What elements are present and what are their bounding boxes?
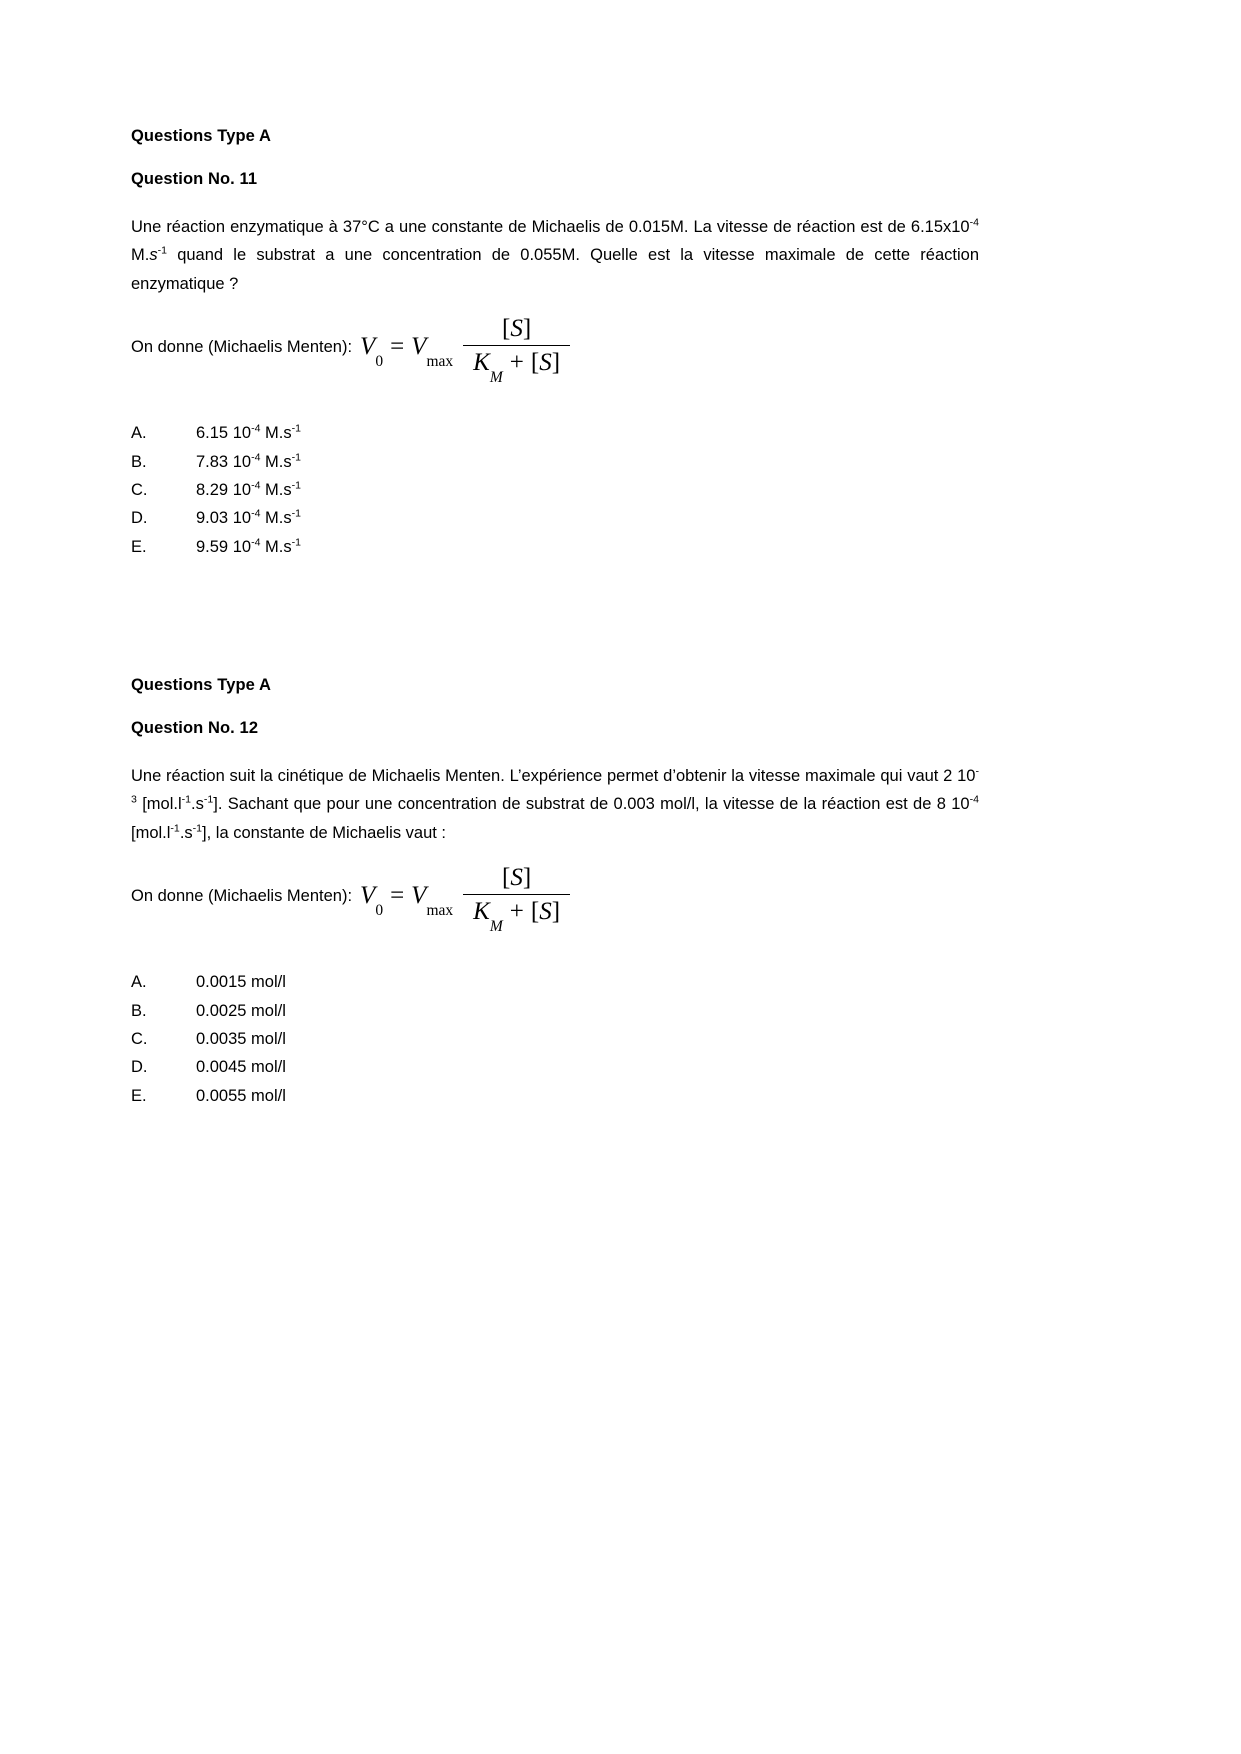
bracket-close: ] (522, 864, 532, 892)
answer-options-list (131, 968, 979, 1110)
body-segment: M. (131, 246, 150, 265)
option-text: 9.59 $10^{-4}$ $M.s^{-1}$ (196, 536, 302, 556)
superscript-exponent: -1 (291, 507, 302, 520)
option-letter: C. (131, 1029, 148, 1048)
answer-options-list (131, 419, 979, 561)
question-body-text (131, 213, 979, 298)
option-letter: D. (131, 1058, 148, 1077)
formula-label: On donne (Michaelis Menten): (131, 337, 353, 356)
question-body-text (131, 762, 979, 847)
bracket-open: [ (502, 864, 511, 892)
question-type-heading: Questions Type A (131, 127, 272, 145)
denominator-km-subscript: M (489, 918, 503, 936)
question-number-label: Question No. 11 (131, 169, 258, 188)
denominator-km: $K_M$ (473, 898, 503, 936)
formula-line (131, 864, 979, 936)
option-text: 0.0045 mol/l (196, 1058, 286, 1077)
equation-equals: = (390, 333, 405, 361)
superscript-exponent: -4 (251, 507, 261, 520)
answer-option[interactable] (131, 448, 979, 476)
option-text: 8.29 $10^{-4}$ $M.s^{-1}$ (196, 479, 302, 499)
equation-vmax: $V_{max}$ (411, 882, 454, 920)
formula-line (131, 315, 979, 387)
bracket-close: ] (551, 349, 561, 377)
numerator-substrate: S (510, 864, 523, 892)
question-number-label: Question No. 12 (131, 718, 259, 737)
option-text: 0.0025 mol/l (196, 1001, 286, 1020)
answer-option[interactable] (131, 997, 979, 1025)
equation-v0: $V_0$ (360, 882, 384, 920)
body-segment: [mol.l (136, 795, 182, 814)
equation-fraction (463, 864, 570, 936)
superscript-exponent: -4 (251, 422, 261, 435)
equation-denominator (463, 345, 570, 387)
michaelis-menten-equation (360, 864, 570, 936)
superscript-exponent: -3 (131, 765, 979, 806)
denominator-substrate: S (539, 898, 552, 926)
denominator-plus: + (509, 349, 524, 377)
option-letter: B. (131, 452, 147, 471)
question-block-12 (131, 677, 979, 1110)
option-text: 0.0015 mol/l (196, 973, 286, 992)
superscript-exponent: -4 (969, 216, 979, 229)
answer-option[interactable] (131, 476, 979, 504)
denominator-plus: + (509, 898, 524, 926)
answer-option[interactable] (131, 1025, 979, 1053)
superscript-exponent: -4 (251, 479, 261, 492)
option-text: 0.0055 mol/l (196, 1086, 286, 1105)
superscript-exponent: -4 (251, 451, 261, 463)
body-segment: quand le substrat a une concentration de 0.055M. Quelle est la vitesse maximale de cette réaction enzymatique ? (131, 246, 979, 293)
option-letter: D. (131, 509, 148, 528)
equation-v0-subscript: 0 (375, 353, 384, 371)
equation-denominator (463, 894, 570, 936)
superscript-exponent: -1 (181, 793, 192, 806)
equation-numerator (492, 864, 541, 894)
body-segment: .s (179, 823, 193, 842)
michaelis-menten-equation (360, 315, 570, 387)
option-text: 6.15 $10^{-4}$ $M.s^{-1}$ (196, 422, 302, 443)
equation-vmax-subscript: max (426, 902, 454, 920)
superscript-exponent: -1 (170, 822, 180, 835)
superscript-exponent: -1 (157, 244, 167, 257)
option-text: 9.03 $10^{-4}$ $M.s^{-1}$ (196, 507, 302, 528)
option-letter: C. (131, 480, 148, 499)
denominator-substrate: S (539, 349, 552, 377)
superscript-exponent: -1 (291, 479, 302, 492)
equation-numerator (492, 315, 541, 345)
answer-option[interactable] (131, 1082, 979, 1110)
formula-label: On donne (Michaelis Menten): (131, 886, 353, 905)
question-block-11 (131, 128, 979, 561)
option-letter: B. (131, 1001, 147, 1020)
body-segment: Une réaction suit la cinétique de Michaelis Menten. L’expérience permet d’obtenir la vitesse maximale qui vaut 2 10 (131, 767, 976, 785)
superscript-exponent: -1 (291, 422, 302, 435)
option-text: 7.83 $10^{-4}$ $M.s^{-1}$ (196, 451, 302, 471)
option-letter: E. (131, 1086, 147, 1105)
equation-fraction (463, 315, 570, 387)
bracket-close: ] (522, 315, 532, 343)
superscript-exponent: -1 (291, 451, 302, 463)
equation-v0-subscript: 0 (375, 902, 384, 920)
option-letter: E. (131, 537, 147, 556)
option-letter: A. (131, 973, 147, 992)
superscript-exponent: -1 (291, 536, 302, 549)
option-text: 0.0035 mol/l (196, 1029, 286, 1048)
equation-vmax: $V_{max}$ (411, 333, 454, 371)
superscript-exponent: -4 (969, 793, 979, 806)
equation-v0: $V_0$ (360, 333, 384, 371)
equation-vmax-subscript: max (426, 353, 454, 371)
answer-option[interactable] (131, 504, 979, 532)
answer-option[interactable] (131, 1053, 979, 1081)
bracket-close: ] (551, 898, 561, 926)
answer-option[interactable] (131, 533, 979, 561)
numerator-substrate: S (510, 315, 523, 343)
superscript-exponent: -4 (251, 536, 261, 549)
equation-equals: = (390, 882, 405, 910)
superscript-exponent: -1 (203, 793, 214, 806)
body-segment-italic: s (149, 246, 158, 265)
superscript-exponent: -1 (192, 822, 203, 835)
body-segment: ], la constante de Michaelis vaut : (202, 823, 447, 842)
bracket-open: [ (502, 315, 511, 343)
bracket-open: [ (530, 898, 540, 926)
question-type-heading: Questions Type A (131, 676, 272, 694)
answer-option[interactable] (131, 419, 979, 447)
body-segment: Une réaction enzymatique à 37°C a une constante de Michaelis de 0.015M. La vitesse de réaction est de 6.15x10 (131, 218, 970, 236)
answer-option[interactable] (131, 968, 979, 996)
body-segment: ]. Sachant que pour une concentration de substrat de 0.003 mol/l, la vitesse de la réaction est de 8 10 (213, 795, 970, 814)
body-segment: .s (191, 795, 204, 814)
option-letter: A. (131, 424, 147, 443)
denominator-km-subscript: M (489, 369, 503, 387)
body-segment: [mol.l (131, 823, 171, 842)
bracket-open: [ (530, 349, 540, 377)
page-content (131, 128, 979, 1110)
denominator-km: $K_M$ (473, 349, 503, 387)
